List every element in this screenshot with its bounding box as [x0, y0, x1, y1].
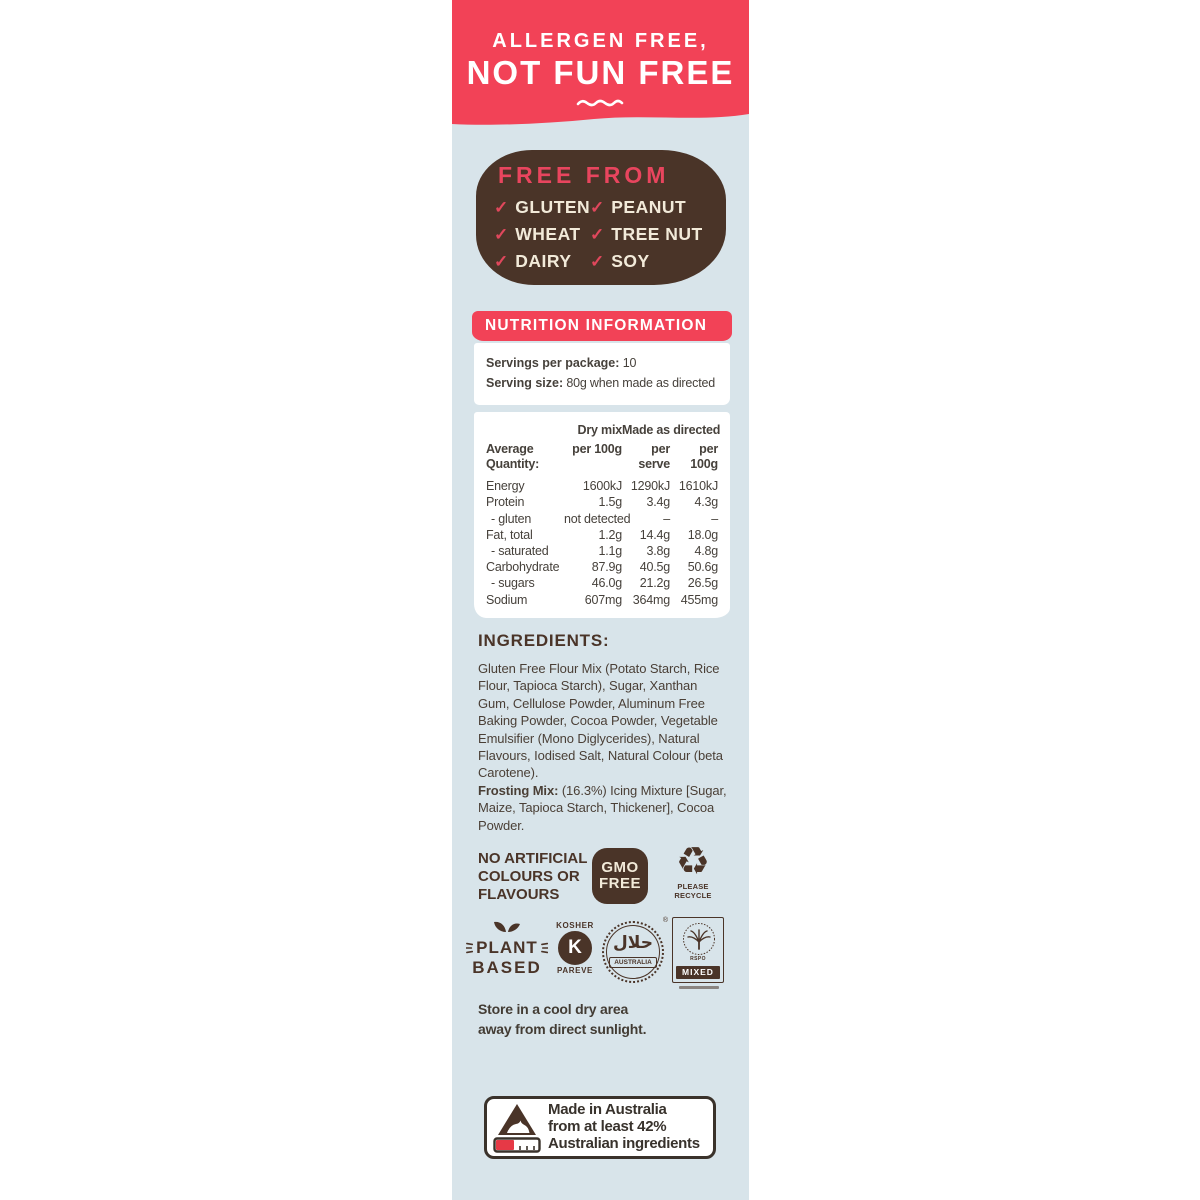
rspo-name: RSPO: [690, 956, 706, 962]
check-icon: ✓: [494, 224, 509, 244]
gmo-free-badge: [592, 848, 648, 904]
col3-unit: per 100g: [690, 442, 718, 471]
free-from-panel: [476, 150, 726, 285]
halal-arabic-text: حلال: [613, 933, 653, 953]
plant-line2: BASED: [472, 958, 542, 977]
free-from-item: [494, 194, 590, 221]
gmo-line1: GMO: [601, 859, 639, 876]
free-from-item: [494, 248, 590, 275]
ingredients-title: INGREDIENTS:: [478, 631, 610, 650]
recycle-label: PLEASE RECYCLE: [674, 882, 712, 900]
free-from-label: DAIRY: [515, 251, 572, 271]
serving-size-line: [486, 373, 718, 393]
free-from-item: [590, 221, 722, 248]
frosting-label: Frosting Mix:: [478, 782, 559, 798]
col1-unit: per 100g: [572, 442, 622, 457]
table-row: Fat, total 1.2g 14.4g 18.0g: [486, 527, 718, 542]
free-from-label: GLUTEN: [515, 197, 591, 217]
avg-quantity-label: Average Quantity:: [486, 442, 540, 471]
rspo-mixed-label: MIXED: [676, 966, 720, 979]
claims-row: [452, 839, 749, 910]
banner-line2: NOT FUN FREE: [466, 54, 735, 91]
servings-value: 10: [622, 356, 637, 370]
halal-badge: [602, 917, 668, 983]
table-row: - sugars 46.0g 21.2g 26.5g: [491, 576, 718, 591]
made-in-australia-box: [484, 1096, 716, 1159]
nutrition-table: [474, 412, 730, 618]
ingredients-section: [478, 631, 730, 834]
kosher-label: KOSHER: [556, 921, 594, 930]
squiggle-underline: [576, 98, 624, 108]
table-row: - saturated 1.1g 3.8g 4.8g: [491, 544, 718, 559]
table-subheader: [486, 442, 718, 471]
servings-label: Servings per package:: [486, 356, 620, 370]
no-artificial-claim: NO ARTIFICIAL COLOURS OR FLAVOURS: [478, 850, 588, 903]
servings-panel: [474, 343, 730, 405]
recycle-block: [660, 840, 726, 900]
certification-logos-row: [452, 913, 749, 997]
free-from-label: PEANUT: [611, 197, 687, 217]
free-from-label: WHEAT: [515, 224, 581, 244]
allergen-banner: [452, 0, 749, 112]
storage-line2: away from direct sunlight.: [478, 1020, 647, 1037]
frosting-text: (16.3%) Icing Mixture [Sugar, Maize, Tapioca Starch, Thickener], Cocoa Powder.: [478, 782, 727, 833]
col2-unit: per serve: [638, 442, 670, 471]
percentage-gauge-icon: [493, 1137, 541, 1153]
rspo-fine-print: [679, 986, 719, 989]
serving-size-label: Serving size:: [486, 376, 564, 390]
serving-size-value: 80g when made as directed: [566, 376, 715, 390]
free-from-item: [494, 221, 590, 248]
check-icon: ✓: [590, 251, 605, 271]
rays-right-icon: [541, 940, 548, 956]
check-icon: ✓: [494, 197, 509, 217]
storage-instructions: [478, 1000, 646, 1039]
australian-made-logo: [493, 1103, 541, 1153]
table-row: Carbohydrate 87.9g 40.5g 50.6g: [486, 560, 718, 575]
plant-line1: PLANT: [476, 938, 538, 957]
leaves-icon: [492, 917, 522, 933]
check-icon: ✓: [590, 197, 605, 217]
free-from-list: [494, 194, 722, 275]
table-row: Energy 1600kJ 1290kJ 1610kJ: [486, 479, 718, 494]
storage-line1: Store in a cool dry area: [478, 1001, 629, 1017]
banner-wave-edge: [452, 112, 749, 128]
pareve-label: PAREVE: [557, 966, 593, 975]
rays-left-icon: [466, 940, 473, 956]
package-panel: [452, 0, 749, 1200]
table-row: Sodium 607mg 364mg 455mg: [486, 592, 718, 607]
kangaroo-triangle-icon: [496, 1103, 538, 1137]
kosher-k-icon: K: [558, 931, 592, 965]
ingredients-body: Gluten Free Flour Mix (Potato Starch, Rice Flour, Tapioca Starch), Sugar, Xanthan Gum, Cellulose Powder, Aluminum Free Baking Powder, Cocoa Powder, Vegetable Emulsifier (Mono Diglycerides), Natural Flavours, Iodised Salt, Natural Colour (beta Carotene).: [478, 661, 723, 781]
check-icon: ✓: [494, 251, 509, 271]
halal-country-label: AUSTRALIA: [609, 957, 657, 968]
free-from-label: TREE NUT: [611, 224, 703, 244]
kosher-badge: [552, 921, 598, 975]
servings-line: [486, 353, 718, 373]
free-from-item: [590, 248, 722, 275]
table-row: - gluten not detected – –: [491, 511, 718, 526]
ingredients-text: [478, 660, 730, 834]
free-from-item: [590, 194, 722, 221]
banner-line1: ALLERGEN FREE,: [492, 30, 709, 52]
col-dry-mix: Dry mix: [577, 423, 622, 437]
plant-based-badge: [466, 917, 548, 978]
table-column-groups: [486, 422, 721, 438]
col-made-as-directed: Made as directed: [622, 423, 721, 437]
rspo-badge: [672, 917, 724, 983]
gmo-line2: FREE: [598, 875, 641, 892]
registered-mark: ®: [662, 917, 668, 924]
table-row: Protein 1.5g 3.4g 4.3g: [486, 495, 718, 510]
nutrition-header: NUTRITION INFORMATION: [472, 311, 732, 341]
check-icon: ✓: [590, 224, 605, 244]
recycle-icon: ♻: [675, 839, 711, 883]
origin-statement: Made in Australia from at least 42% Australian ingredients: [548, 1101, 700, 1152]
free-from-title: FREE FROM: [498, 162, 670, 188]
palm-tree-icon: [682, 922, 716, 956]
free-from-label: SOY: [611, 251, 650, 271]
